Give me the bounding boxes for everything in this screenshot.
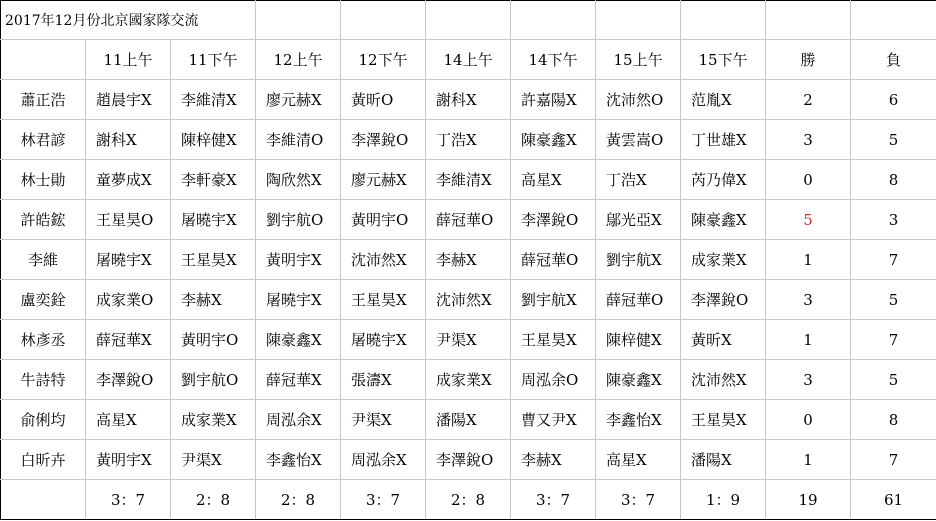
losses-cell[interactable]: 7: [851, 320, 936, 360]
result-cell[interactable]: 成家業X: [426, 360, 511, 400]
result-cell[interactable]: 成家業O: [86, 280, 171, 320]
result-cell[interactable]: 李澤銳O: [681, 280, 766, 320]
header-cell[interactable]: 負: [851, 40, 936, 80]
result-cell[interactable]: 黃明宇O: [341, 200, 426, 240]
wins-cell[interactable]: 1: [766, 320, 851, 360]
result-cell[interactable]: 沈沛然O: [596, 80, 681, 120]
sheet-title[interactable]: 2017年12月份北京國家隊交流: [1, 1, 256, 40]
player-name-cell[interactable]: 林君諺: [1, 120, 86, 160]
result-cell[interactable]: 李鑫怡X: [596, 400, 681, 440]
result-cell[interactable]: 劉宇航X: [596, 240, 681, 280]
wins-cell[interactable]: 2: [766, 80, 851, 120]
result-cell[interactable]: 黃明宇X: [256, 240, 341, 280]
losses-cell[interactable]: 7: [851, 440, 936, 480]
result-cell[interactable]: 薛冠華X: [86, 320, 171, 360]
result-cell[interactable]: 劉宇航O: [256, 200, 341, 240]
result-cell[interactable]: 劉宇航O: [171, 360, 256, 400]
result-cell[interactable]: 劉宇航X: [511, 280, 596, 320]
wins-cell[interactable]: 0: [766, 160, 851, 200]
table-row: [1, 360, 936, 400]
player-name-cell[interactable]: 林彥丞: [1, 320, 86, 360]
session-total-cell[interactable]: 2：8: [426, 480, 511, 520]
result-cell[interactable]: 廖元赫X: [341, 160, 426, 200]
result-cell[interactable]: 沈沛然X: [341, 240, 426, 280]
table-row: [1, 80, 936, 120]
total-losses-cell[interactable]: 61: [851, 480, 936, 520]
result-cell[interactable]: 李赫X: [426, 240, 511, 280]
result-cell[interactable]: 李赫X: [511, 440, 596, 480]
result-cell[interactable]: 屠曉宇X: [341, 320, 426, 360]
cell[interactable]: [256, 1, 341, 40]
result-cell[interactable]: 王星昊X: [681, 400, 766, 440]
result-cell[interactable]: 屠曉宇X: [256, 280, 341, 320]
wins-cell[interactable]: 3: [766, 280, 851, 320]
result-cell[interactable]: 陳梓健X: [171, 120, 256, 160]
result-cell[interactable]: 沈沛然X: [426, 280, 511, 320]
cell[interactable]: [596, 1, 681, 40]
result-cell[interactable]: 芮乃偉X: [681, 160, 766, 200]
result-cell[interactable]: 高星X: [86, 400, 171, 440]
session-total-cell[interactable]: 3：7: [341, 480, 426, 520]
result-cell[interactable]: 李澤銳O: [426, 440, 511, 480]
header-cell[interactable]: 11下午: [171, 40, 256, 80]
result-cell[interactable]: 李澤銳O: [86, 360, 171, 400]
losses-cell[interactable]: 7: [851, 240, 936, 280]
player-name-cell[interactable]: 蕭正浩: [1, 80, 86, 120]
header-row: [1, 40, 936, 80]
wins-cell[interactable]: 3: [766, 360, 851, 400]
losses-cell[interactable]: 3: [851, 200, 936, 240]
losses-cell[interactable]: 5: [851, 280, 936, 320]
result-cell[interactable]: 周泓余X: [341, 440, 426, 480]
result-cell[interactable]: 黃昕O: [341, 80, 426, 120]
table-row: [1, 280, 936, 320]
result-cell[interactable]: 王星昊X: [171, 240, 256, 280]
result-cell[interactable]: 尹渠X: [426, 320, 511, 360]
result-cell[interactable]: 李軒豪X: [171, 160, 256, 200]
table-row: [1, 160, 936, 200]
table-row: [1, 240, 936, 280]
result-cell[interactable]: 許嘉陽X: [511, 80, 596, 120]
result-cell[interactable]: 李維清X: [426, 160, 511, 200]
header-cell[interactable]: 12下午: [341, 40, 426, 80]
result-cell[interactable]: 陳豪鑫X: [596, 360, 681, 400]
result-cell[interactable]: 鄔光亞X: [596, 200, 681, 240]
session-total-cell[interactable]: 1：9: [681, 480, 766, 520]
title-row: [1, 1, 936, 40]
header-cell[interactable]: 12上午: [256, 40, 341, 80]
player-name-cell[interactable]: 許皓鋐: [1, 200, 86, 240]
result-cell[interactable]: 謝科X: [86, 120, 171, 160]
result-cell[interactable]: 李赫X: [171, 280, 256, 320]
wins-cell[interactable]: 0: [766, 400, 851, 440]
result-cell[interactable]: 李維清O: [256, 120, 341, 160]
result-cell[interactable]: 李鑫怡X: [256, 440, 341, 480]
losses-cell[interactable]: 8: [851, 160, 936, 200]
cell[interactable]: [851, 1, 936, 40]
session-total-cell[interactable]: 2：8: [171, 480, 256, 520]
table-row: [1, 400, 936, 440]
result-cell[interactable]: 屠曉宇X: [86, 240, 171, 280]
result-cell[interactable]: 薛冠華O: [511, 240, 596, 280]
result-cell[interactable]: 薛冠華O: [426, 200, 511, 240]
result-cell[interactable]: 尹渠X: [341, 400, 426, 440]
losses-cell[interactable]: 6: [851, 80, 936, 120]
header-cell[interactable]: 15上午: [596, 40, 681, 80]
table-row: [1, 440, 936, 480]
player-name-cell[interactable]: 俞俐均: [1, 400, 86, 440]
result-cell[interactable]: 丁浩X: [596, 160, 681, 200]
result-cell[interactable]: 曹又尹X: [511, 400, 596, 440]
totals-row: [1, 480, 936, 520]
result-cell[interactable]: 丁浩X: [426, 120, 511, 160]
header-cell[interactable]: 14上午: [426, 40, 511, 80]
player-name-cell[interactable]: 林士勛: [1, 160, 86, 200]
result-cell[interactable]: 尹渠X: [171, 440, 256, 480]
header-cell[interactable]: 11上午: [86, 40, 171, 80]
session-total-cell[interactable]: 3：7: [596, 480, 681, 520]
session-total-cell[interactable]: 2：8: [256, 480, 341, 520]
result-cell[interactable]: 黃明宇X: [86, 440, 171, 480]
cell[interactable]: [681, 1, 766, 40]
wins-cell[interactable]: 5: [766, 200, 851, 240]
result-cell[interactable]: 周泓余O: [511, 360, 596, 400]
table-row: [1, 320, 936, 360]
player-name-cell[interactable]: 李維: [1, 240, 86, 280]
result-cell[interactable]: 薛冠華X: [256, 360, 341, 400]
cell[interactable]: [511, 1, 596, 40]
cell[interactable]: [766, 1, 851, 40]
result-cell[interactable]: 成家業X: [171, 400, 256, 440]
result-cell[interactable]: 沈沛然X: [681, 360, 766, 400]
table-row: [1, 120, 936, 160]
result-cell[interactable]: 謝科X: [426, 80, 511, 120]
wins-cell[interactable]: 3: [766, 120, 851, 160]
cell[interactable]: [341, 1, 426, 40]
result-cell[interactable]: 李澤銳O: [341, 120, 426, 160]
player-name-cell[interactable]: 白昕卉: [1, 440, 86, 480]
session-total-cell[interactable]: 3：7: [511, 480, 596, 520]
result-cell[interactable]: 黃明宇O: [171, 320, 256, 360]
total-wins-cell[interactable]: 19: [766, 480, 851, 520]
result-cell[interactable]: 王星昊X: [341, 280, 426, 320]
result-cell[interactable]: 黃雲嵩O: [596, 120, 681, 160]
result-cell[interactable]: 周泓余X: [256, 400, 341, 440]
result-cell[interactable]: 王星昊O: [86, 200, 171, 240]
result-cell[interactable]: 張濤X: [341, 360, 426, 400]
result-cell[interactable]: 李維清X: [171, 80, 256, 120]
table-row: [1, 200, 936, 240]
losses-cell[interactable]: 5: [851, 360, 936, 400]
losses-cell[interactable]: 8: [851, 400, 936, 440]
header-cell[interactable]: 15下午: [681, 40, 766, 80]
result-cell[interactable]: 陳梓健X: [596, 320, 681, 360]
result-cell[interactable]: 屠曉宇X: [171, 200, 256, 240]
player-name-cell[interactable]: 牛詩特: [1, 360, 86, 400]
result-cell[interactable]: 黃昕X: [681, 320, 766, 360]
header-cell[interactable]: 14下午: [511, 40, 596, 80]
result-cell[interactable]: 廖元赫X: [256, 80, 341, 120]
result-cell[interactable]: 李澤銳O: [511, 200, 596, 240]
result-cell[interactable]: 范胤X: [681, 80, 766, 120]
result-cell[interactable]: 陳豪鑫X: [256, 320, 341, 360]
result-cell[interactable]: 陳豪鑫X: [681, 200, 766, 240]
result-cell[interactable]: 童夢成X: [86, 160, 171, 200]
losses-cell[interactable]: 5: [851, 120, 936, 160]
header-cell[interactable]: 勝: [766, 40, 851, 80]
result-cell[interactable]: 陳豪鑫X: [511, 120, 596, 160]
result-cell[interactable]: 陶欣然X: [256, 160, 341, 200]
cell[interactable]: [426, 1, 511, 40]
result-cell[interactable]: 趙晨宇X: [86, 80, 171, 120]
session-total-cell[interactable]: 3：7: [86, 480, 171, 520]
result-cell[interactable]: 丁世雄X: [681, 120, 766, 160]
result-cell[interactable]: 王星昊X: [511, 320, 596, 360]
result-cell[interactable]: 潘陽X: [426, 400, 511, 440]
wins-cell[interactable]: 1: [766, 440, 851, 480]
player-name-cell[interactable]: 盧奕銓: [1, 280, 86, 320]
wins-cell[interactable]: 1: [766, 240, 851, 280]
result-cell[interactable]: 成家業X: [681, 240, 766, 280]
result-cell[interactable]: 高星X: [596, 440, 681, 480]
totals-label-cell[interactable]: [1, 480, 86, 520]
header-cell[interactable]: [1, 40, 86, 80]
result-cell[interactable]: 潘陽X: [681, 440, 766, 480]
result-cell[interactable]: 薛冠華O: [596, 280, 681, 320]
result-cell[interactable]: 高星X: [511, 160, 596, 200]
